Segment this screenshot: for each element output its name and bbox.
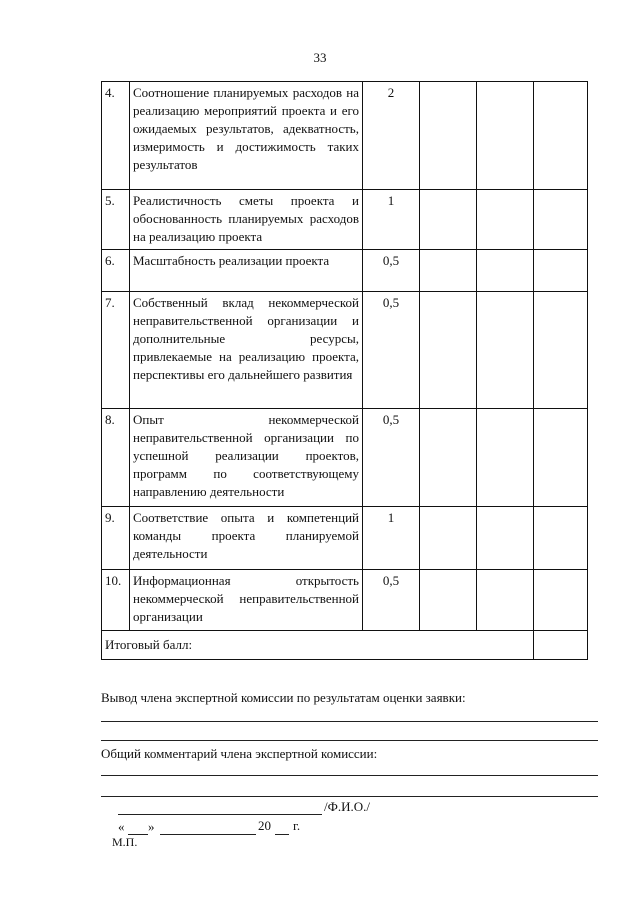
date-close-quote: » bbox=[148, 819, 155, 834]
date-year-suffix: г. bbox=[293, 818, 301, 833]
max-score: 1 bbox=[363, 507, 420, 570]
score-cell[interactable] bbox=[420, 409, 477, 507]
comment-label: Общий комментарий члена экспертной комиссии: bbox=[101, 746, 378, 761]
table-row bbox=[102, 409, 588, 507]
date-year-line[interactable] bbox=[275, 834, 289, 835]
score-cell[interactable] bbox=[534, 292, 588, 409]
max-score: 0,5 bbox=[363, 250, 420, 292]
score-cell[interactable] bbox=[420, 570, 477, 631]
row-number: 9. bbox=[102, 507, 130, 570]
score-cell[interactable] bbox=[477, 292, 534, 409]
page-number: 33 bbox=[313, 50, 327, 65]
row-number: 10. bbox=[102, 570, 130, 631]
row-number: 4. bbox=[102, 82, 130, 190]
criterion-text: Собственный вклад некоммерческой неправительственной организации и дополнительные ресурсы, привлекаемые на реализацию проекта, перспективы его дальнейшего развития bbox=[130, 292, 363, 409]
table-row bbox=[102, 190, 588, 250]
score-cell[interactable] bbox=[477, 507, 534, 570]
total-score-label: Итоговый балл: bbox=[102, 631, 534, 660]
row-number: 5. bbox=[102, 190, 130, 250]
criterion-text: Информационная открытость некоммерческой неправительственной организации bbox=[130, 570, 363, 631]
table-row bbox=[102, 250, 588, 292]
criterion-text: Опыт некоммерческой неправительственной организации по успешной реализации проектов, программ по соответствующему направлению деятельности bbox=[130, 409, 363, 507]
table-row bbox=[102, 292, 588, 409]
score-cell[interactable] bbox=[477, 570, 534, 631]
table-row bbox=[102, 507, 588, 570]
score-cell[interactable] bbox=[477, 409, 534, 507]
row-number: 8. bbox=[102, 409, 130, 507]
conclusion-line[interactable] bbox=[101, 721, 598, 722]
max-score: 0,5 bbox=[363, 292, 420, 409]
score-cell[interactable] bbox=[420, 190, 477, 250]
date-month-line[interactable] bbox=[160, 834, 256, 835]
max-score: 0,5 bbox=[363, 570, 420, 631]
score-cell[interactable] bbox=[420, 250, 477, 292]
max-score: 1 bbox=[363, 190, 420, 250]
score-cell[interactable] bbox=[534, 409, 588, 507]
score-cell[interactable] bbox=[420, 82, 477, 190]
comment-line[interactable] bbox=[101, 796, 598, 797]
signature-line[interactable] bbox=[118, 814, 322, 815]
score-cell[interactable] bbox=[420, 507, 477, 570]
score-cell[interactable] bbox=[534, 507, 588, 570]
criterion-text: Соответствие опыта и компетенций команды проекта планируемой деятельности bbox=[130, 507, 363, 570]
score-cell[interactable] bbox=[477, 250, 534, 292]
row-number: 6. bbox=[102, 250, 130, 292]
criteria-table bbox=[101, 81, 588, 660]
score-cell[interactable] bbox=[420, 292, 477, 409]
row-number: 7. bbox=[102, 292, 130, 409]
table-row bbox=[102, 82, 588, 190]
score-cell[interactable] bbox=[534, 190, 588, 250]
table-row bbox=[102, 570, 588, 631]
conclusion-label: Вывод члена экспертной комиссии по результатам оценки заявки: bbox=[101, 690, 466, 705]
score-cell[interactable] bbox=[534, 82, 588, 190]
score-cell[interactable] bbox=[534, 250, 588, 292]
score-cell[interactable] bbox=[534, 570, 588, 631]
criterion-text: Реалистичность сметы проекта и обоснованность планируемых расходов на реализацию проекта bbox=[130, 190, 363, 250]
score-cell[interactable] bbox=[477, 190, 534, 250]
criterion-text: Масштабность реализации проекта bbox=[130, 250, 363, 292]
stamp-label: М.П. bbox=[112, 835, 138, 849]
total-score-cell[interactable] bbox=[534, 631, 588, 660]
date-year-prefix: 20 bbox=[258, 818, 271, 833]
total-row bbox=[102, 631, 588, 660]
fio-label: /Ф.И.О./ bbox=[324, 799, 371, 814]
max-score: 0,5 bbox=[363, 409, 420, 507]
conclusion-line[interactable] bbox=[101, 740, 598, 741]
max-score: 2 bbox=[363, 82, 420, 190]
comment-line[interactable] bbox=[101, 775, 598, 776]
criterion-text: Соотношение планируемых расходов на реализацию мероприятий проекта и его ожидаемых результатов, адекватность, измеримость и достижимость таких результатов bbox=[130, 82, 363, 190]
score-cell[interactable] bbox=[477, 82, 534, 190]
date-open-quote: « bbox=[118, 819, 125, 834]
